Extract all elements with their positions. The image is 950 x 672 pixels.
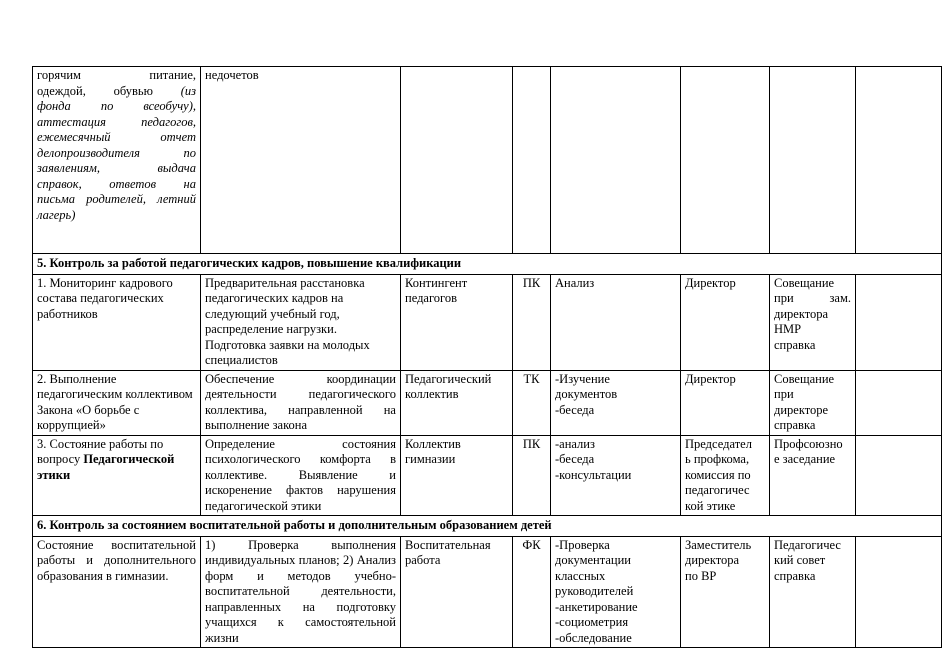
table-row <box>33 274 942 370</box>
cell-object: Педагогический коллектив <box>401 370 513 435</box>
text-line: заявлениям, выдача <box>37 161 196 175</box>
table-row <box>33 67 942 254</box>
cell-subject: 1. Мониторинг кадрового состава педагогических работников <box>33 274 201 370</box>
cell-subject <box>33 435 201 516</box>
method-line: -обследование <box>555 630 632 645</box>
table-row <box>33 435 942 516</box>
result-line: директора <box>774 306 829 321</box>
cell-extra <box>856 67 942 254</box>
responsible-line: Заместитель <box>685 537 752 552</box>
cell-method <box>551 67 681 254</box>
method-line: руководителей <box>555 584 634 598</box>
cell-result <box>770 370 856 435</box>
cell-extra <box>856 370 942 435</box>
cell-responsible: Директор <box>681 274 770 370</box>
cell-extra <box>856 536 942 648</box>
cell-responsible <box>681 67 770 254</box>
result-line: Педагогичес <box>774 537 841 552</box>
cell-goal: Обеспечение координации деятельности педагогического коллектива, направленной на выполнение закона <box>201 370 401 435</box>
method-line: -анкетирование <box>555 599 638 614</box>
method-line: документов <box>555 387 618 401</box>
text-line: делопроизводителя по <box>37 145 196 160</box>
responsible-line: кой этике <box>685 498 736 513</box>
result-line: Совещание <box>774 275 835 290</box>
section-title: 5. Контроль за работой педагогических кадров, повышение квалификации <box>33 254 942 275</box>
responsible-line: по ВР <box>685 568 717 583</box>
text-line: фонда по всеобучу), <box>37 99 196 113</box>
text-plain: одеждой, обувью <box>37 83 181 98</box>
text-line: горячим питание, <box>37 68 196 82</box>
method-line: -беседа <box>555 452 595 466</box>
method-line: документации <box>555 553 631 567</box>
cell-object <box>401 67 513 254</box>
cell-type: ТК <box>513 370 551 435</box>
cell-method <box>551 370 681 435</box>
result-line: Профсоюзно <box>774 436 843 451</box>
cell-method <box>551 274 681 370</box>
text-line <box>37 84 196 100</box>
method-line: Анализ <box>555 275 595 290</box>
result-line: кий совет <box>774 553 826 567</box>
cell-object: Воспитательная работа <box>401 536 513 648</box>
section-header-row <box>33 516 942 537</box>
cell-responsible: Директор <box>681 370 770 435</box>
responsible-line: педагогичес <box>685 483 750 497</box>
cell-object: Контингент педагогов <box>401 274 513 370</box>
section-header-row <box>33 254 942 275</box>
result-line: при зам. <box>774 291 851 305</box>
cell-object: Коллектив гимназии <box>401 435 513 516</box>
cell-subject: 2. Выполнение педагогическим коллективом Закона «О борьбе с коррупцией» <box>33 370 201 435</box>
cell-goal: Предварительная расстановка педагогических кадров на следующий учебный год, распределение нагрузки. Подготовка заявки на молодых специалистов <box>201 274 401 370</box>
cell-extra <box>856 274 942 370</box>
cell-responsible <box>681 435 770 516</box>
cell-goal: Определение состояния психологического комфорта в коллективе. Выявление и искоренение фактов нарушения педагогической этики <box>201 435 401 516</box>
text-line: письма родителей, летний <box>37 192 196 206</box>
method-line: классных <box>555 568 606 583</box>
responsible-line: директора <box>685 553 740 567</box>
cell-result <box>770 536 856 648</box>
cell-subject <box>33 67 201 254</box>
result-line: справка <box>774 568 816 583</box>
method-line: -анализ <box>555 436 595 451</box>
cell-result <box>770 274 856 370</box>
cell-type <box>513 67 551 254</box>
result-line: справка <box>774 418 816 432</box>
method-line: -консультации <box>555 467 632 482</box>
control-plan-table <box>32 66 942 648</box>
cell-method <box>551 435 681 516</box>
text-italic: (из <box>180 83 196 98</box>
text-line: ежемесячный отчет <box>37 130 196 144</box>
table-row <box>33 536 942 648</box>
method-line: -беседа <box>555 402 595 417</box>
table-row <box>33 370 942 435</box>
result-line: НМР <box>774 322 802 336</box>
cell-method <box>551 536 681 648</box>
section-title: 6. Контроль за состоянием воспитательной работы и дополнительным образованием детей <box>33 516 942 537</box>
text-bold: Педагогической этики <box>37 452 175 482</box>
cell-result <box>770 435 856 516</box>
text-line: аттестация педагогов, <box>37 114 196 129</box>
cell-extra <box>856 435 942 516</box>
method-line: -социометрия <box>555 615 629 629</box>
result-line: справка <box>774 337 816 352</box>
result-line: е заседание <box>774 452 836 466</box>
responsible-line: ь профкома, <box>685 452 750 466</box>
responsible-line: Председател <box>685 436 752 451</box>
cell-goal: недочетов <box>201 67 401 254</box>
text-plain: 3. Состояние работы по вопросу <box>37 436 164 466</box>
method-line: -Проверка <box>555 537 610 552</box>
cell-type: ФК <box>513 536 551 648</box>
method-line: -Изучение <box>555 371 610 386</box>
cell-responsible <box>681 536 770 648</box>
text-line: лагерь) <box>37 207 76 222</box>
cell-result <box>770 67 856 254</box>
cell-subject: Состояние воспитательной работы и дополнительного образования в гимназии. <box>33 536 201 648</box>
cell-type: ПК <box>513 435 551 516</box>
result-line: Совещание <box>774 371 835 386</box>
responsible-line: комиссия по <box>685 467 751 482</box>
cell-goal: 1) Проверка выполнения индивидуальных планов; 2) Анализ форм и методов учебно-воспитательной деятельности, направленных на подготовку учащихся к самостоятельной жизни <box>201 536 401 648</box>
result-line: при <box>774 387 794 401</box>
result-line: директоре <box>774 402 829 417</box>
cell-type: ПК <box>513 274 551 370</box>
text-line: справок, ответов на <box>37 176 196 191</box>
